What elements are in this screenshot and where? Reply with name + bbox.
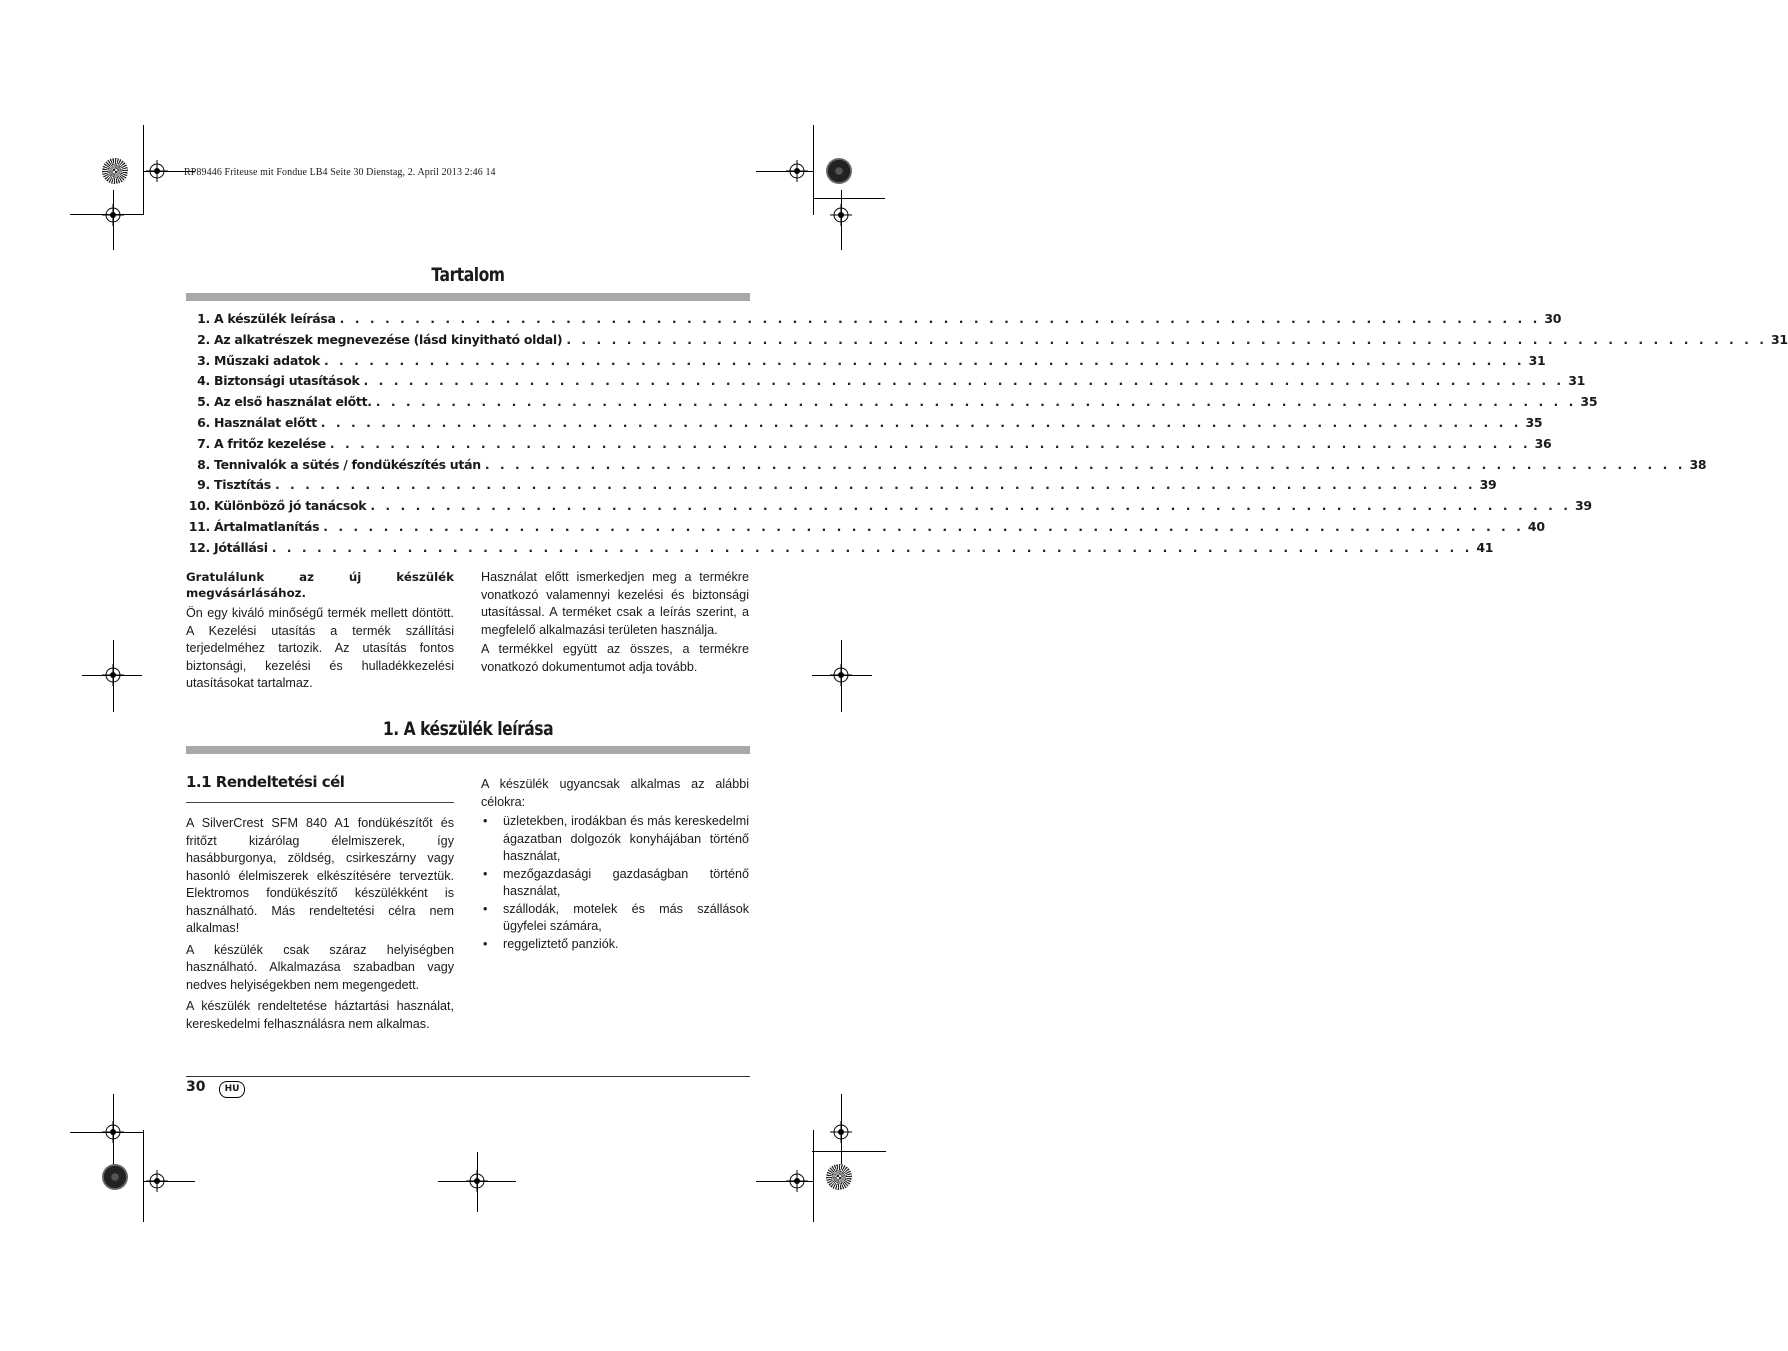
registration-mark-icon: [146, 1170, 168, 1192]
subsection-underline: [186, 802, 454, 803]
toc-leader-dots: . . . . . . . . . . . . . . . . . . . . . . . . . . . . . . . . . . . . . . . . . . . . . . . . . . . . . . . . . . . . . . . . . . . . . . . . . . . . . . . .: [271, 539, 1473, 555]
toc-page-number: 31: [1528, 352, 1546, 368]
toc-row[interactable]: [186, 394, 1598, 415]
list-item: • reggeliztető panziók.: [481, 936, 749, 954]
usage-bullet-list: [481, 813, 749, 953]
registration-mark-icon: [146, 160, 168, 182]
toc-page-number: 31: [1771, 331, 1788, 347]
toc-row[interactable]: [186, 352, 1546, 374]
toc-label: Az első használat előtt.: [214, 394, 372, 410]
toc-label: Különböző jó tanácsok: [214, 498, 367, 514]
toc-leader-dots: . . . . . . . . . . . . . . . . . . . . . . . . . . . . . . . . . . . . . . . . . . . . . . . . . . . . . . . . . . . . . . . . . . . . . . . . . . . . . . . .: [329, 435, 1531, 451]
toc-number: 12.: [188, 539, 210, 555]
footer-rule: [186, 1076, 750, 1077]
toc-number: 7.: [197, 435, 210, 451]
section-left-column: [186, 774, 454, 792]
print-header: RP89446 Friteuse mit Fondue LB4 Seite 30 Dienstag, 2. April 2013 2:46 14: [184, 167, 496, 178]
usage-p2: A készülék csak száraz helyiségben használható. Alkalmazása szabadban vagy nedves helyiségekben nem megengedett.: [186, 942, 454, 992]
section-right-column: [481, 776, 749, 953]
toc-leader-dots: . . . . . . . . . . . . . . . . . . . . . . . . . . . . . . . . . . . . . . . . . . . . . . . . . . . . . . . . . . . . . . . . . . . . . . . . . . . . . . . .: [339, 311, 1541, 326]
toc-page-number: 31: [1568, 373, 1585, 389]
usage-p1: A SilverCrest SFM 840 A1 fondükészítőt és fritőzt kizárólag élelmiszerek, így hasábburgonya, zöldség, csirkeszárny vagy hasonló élelmiszerek elkészítésére terveztük. Elektromos fondükészítő készülékként is használható. Más rendeltetési célra nem alkalmas!: [186, 816, 454, 935]
toc-title: Tartalom: [431, 264, 505, 286]
toc-title-bar: [186, 293, 750, 301]
intro-heading-line1: Gratulálunk az új készülék: [186, 570, 454, 584]
page-number: 30: [186, 1079, 206, 1095]
toc-label: Tisztítás: [214, 477, 271, 493]
toc-page-number: 35: [1525, 414, 1543, 430]
registration-mark-icon: [466, 1170, 488, 1192]
toc-row[interactable]: [186, 518, 1545, 540]
toc-row[interactable]: [186, 311, 1562, 332]
toc-number: 10.: [188, 498, 210, 514]
toc-number: 9.: [197, 477, 210, 493]
toc-leader-dots: . . . . . . . . . . . . . . . . . . . . . . . . . . . . . . . . . . . . . . . . . . . . . . . . . . . . . . . . . . . . . . . . . . . . . . . . . . . . . . . .: [484, 456, 1686, 472]
toc-number: 5.: [197, 394, 210, 410]
toc-row[interactable]: [186, 539, 1494, 561]
toc-label: Műszaki adatok: [214, 352, 320, 368]
toc-row[interactable]: [186, 331, 1788, 353]
toc-row[interactable]: [186, 373, 1585, 394]
toc-number: 3.: [197, 352, 210, 368]
language-badge: HU: [219, 1081, 245, 1098]
registration-mark-icon: [102, 204, 124, 226]
toc-leader-dots: . . . . . . . . . . . . . . . . . . . . . . . . . . . . . . . . . . . . . . . . . . . . . . . . . . . . . . . . . . . . . . . . . . . . . . . . . . . . . . . .: [274, 477, 1476, 493]
list-item: • szállodák, motelek és más szállások ügyfelei számára,: [481, 901, 749, 936]
toc-number: 6.: [197, 414, 210, 430]
toc-label: A készülék leírása: [214, 311, 336, 326]
section-title-bar: [186, 746, 750, 754]
toc-page-number: 30: [1544, 311, 1562, 326]
registration-mark-icon: [830, 204, 852, 226]
section-left-text: [186, 815, 454, 1033]
toc-leader-dots: . . . . . . . . . . . . . . . . . . . . . . . . . . . . . . . . . . . . . . . . . . . . . . . . . . . . . . . . . . . . . . . . . . . . . . . . . . . . . . . .: [566, 331, 1767, 347]
intro-left-column: [186, 569, 454, 693]
color-rosette-icon: [826, 1164, 852, 1190]
subsection-title: 1.1 Rendeltetési cél: [186, 773, 345, 791]
registration-mark-icon: [102, 664, 124, 686]
toc-number: 11.: [188, 518, 210, 534]
toc-number: 4.: [197, 373, 210, 389]
registration-mark-icon: [830, 1121, 852, 1143]
toc-page-number: 41: [1476, 539, 1494, 555]
toc-row[interactable]: [186, 498, 1592, 519]
toc-number: 2.: [197, 331, 210, 347]
table-of-contents: [186, 311, 1788, 561]
section-title: 1. A készülék leírása: [382, 718, 554, 740]
list-item: • üzletekben, irodákban és más kereskedelmi ágazatban dolgozók konyhájában történő használat,: [481, 813, 749, 866]
toc-leader-dots: . . . . . . . . . . . . . . . . . . . . . . . . . . . . . . . . . . . . . . . . . . . . . . . . . . . . . . . . . . . . . . . . . . . . . . . . . . . . . . . .: [320, 414, 1522, 430]
toc-label: Használat előtt: [214, 414, 317, 430]
color-rosette-icon: [826, 158, 852, 184]
registration-mark-icon: [786, 1170, 808, 1192]
toc-page-number: 36: [1534, 435, 1552, 451]
toc-number: 8.: [197, 456, 210, 472]
toc-page-number: 40: [1527, 518, 1545, 534]
toc-leader-dots: . . . . . . . . . . . . . . . . . . . . . . . . . . . . . . . . . . . . . . . . . . . . . . . . . . . . . . . . . . . . . . . . . . . . . . . . . . . . . . . .: [323, 352, 1525, 368]
intro-right-p1: Használat előtt ismerkedjen meg a termékre vonatkozó valamennyi kezelési és biztonsági utasítással. A terméket csak a leírás szerint, a megfelelő alkalmazási területen használja.: [481, 570, 749, 637]
toc-label: Az alkatrészek megnevezése (lásd kinyitható oldal): [214, 331, 563, 347]
toc-leader-dots: . . . . . . . . . . . . . . . . . . . . . . . . . . . . . . . . . . . . . . . . . . . . . . . . . . . . . . . . . . . . . . . . . . . . . . . . . . . . . . . .: [323, 518, 1524, 534]
color-rosette-icon: [102, 1164, 128, 1190]
toc-page-number: 38: [1689, 456, 1707, 472]
toc-label: Tennivalók a sütés / fondükészítés után: [214, 456, 481, 472]
intro-heading-line2: megvásárlásához.: [186, 586, 307, 600]
toc-page-number: 39: [1575, 498, 1592, 514]
toc-row[interactable]: [186, 456, 1707, 478]
toc-page-number: 35: [1580, 394, 1598, 410]
toc-leader-dots: . . . . . . . . . . . . . . . . . . . . . . . . . . . . . . . . . . . . . . . . . . . . . . . . . . . . . . . . . . . . . . . . . . . . . . . . . . . . . . . .: [375, 394, 1577, 410]
toc-row[interactable]: [186, 414, 1543, 436]
toc-label: A fritőz kezelése: [214, 435, 326, 451]
toc-page-number: 39: [1479, 477, 1497, 493]
toc-label: Ártalmatlanítás: [214, 518, 320, 534]
usage-p3: A készülék rendeltetése háztartási használat, kereskedelmi felhasználásra nem alkalmas.: [186, 999, 454, 1031]
intro-right-p2: A termékkel együtt az összes, a termékre vonatkozó dokumentumot adja tovább.: [481, 642, 749, 674]
toc-row[interactable]: [186, 435, 1552, 457]
toc-row[interactable]: [186, 477, 1497, 498]
toc-leader-dots: . . . . . . . . . . . . . . . . . . . . . . . . . . . . . . . . . . . . . . . . . . . . . . . . . . . . . . . . . . . . . . . . . . . . . . . . . . . . . . . .: [363, 373, 1565, 389]
registration-mark-icon: [786, 160, 808, 182]
list-item: • mezőgazdasági gazdaságban történő használat,: [481, 866, 749, 901]
intro-left-text: Ön egy kiváló minőségű termék mellett döntött. A Kezelési utasítás a termék szállítási terjedelméhez tartozik. Az utasítás fontos biztonsági, kezelési és hulladékkezelési utasításokat tartalmaz.: [186, 606, 454, 690]
color-rosette-icon: [102, 158, 128, 184]
toc-number: 1.: [197, 311, 210, 326]
toc-leader-dots: . . . . . . . . . . . . . . . . . . . . . . . . . . . . . . . . . . . . . . . . . . . . . . . . . . . . . . . . . . . . . . . . . . . . . . . . . . . . . . . .: [370, 498, 1571, 514]
registration-mark-icon: [102, 1121, 124, 1143]
toc-label: Biztonsági utasítások: [214, 373, 360, 389]
intro-right-column: [481, 569, 749, 676]
usage-right-intro: A készülék ugyancsak alkalmas az alábbi célokra:: [481, 777, 749, 809]
registration-mark-icon: [830, 664, 852, 686]
toc-label: Jótállási: [214, 539, 268, 555]
